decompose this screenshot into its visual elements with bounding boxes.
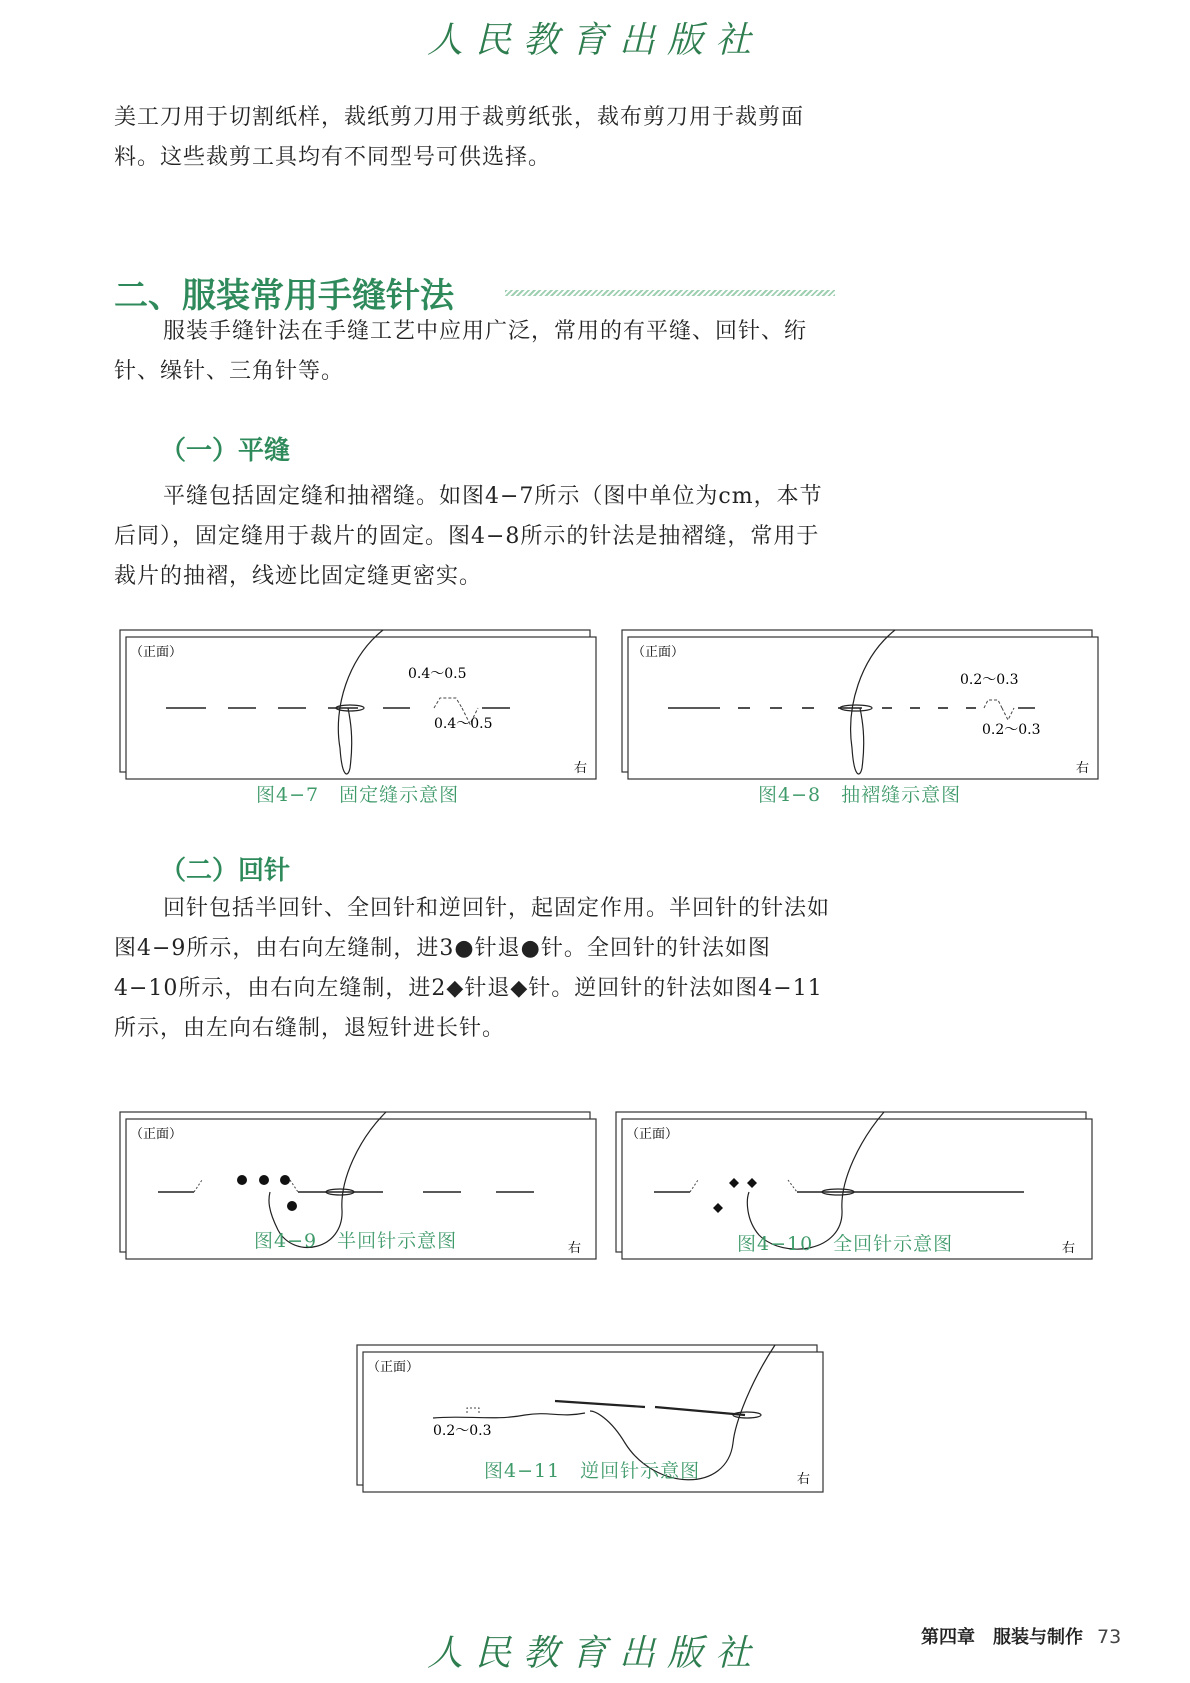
- dot-marker: [237, 1175, 247, 1185]
- figure-4-8: [620, 628, 1100, 798]
- intro-paragraph: 美工刀用于切割纸样，裁纸剪刀用于裁剪纸张，裁布剪刀用于裁剪面料。这些裁剪工具均有不同型号可供选择。: [114, 105, 805, 170]
- figure-4-11: [355, 1343, 835, 1508]
- dot-marker: [259, 1175, 269, 1185]
- section-intro-paragraph: 服装手缝针法在手缝工艺中应用广泛，常用的有平缝、回针、绗针、缲针、三角针等。: [114, 319, 808, 384]
- right-label: 右: [1076, 761, 1090, 776]
- front-label: （正面）: [130, 1127, 183, 1142]
- caption-4-7: 图4−7 固定缝示意图: [256, 784, 460, 806]
- dim-label: 0.2～0.3: [433, 1423, 492, 1439]
- dot-marker: [287, 1201, 297, 1211]
- dot-marker: [280, 1175, 290, 1185]
- back-stitch-paragraph: 回针包括半回针、全回针和逆回针，起固定作用。半回针的针法如图4−9所示，由右向左缝制，进3●针退●针。全回针的针法如图4−10所示，由右向左缝制，进2◆针退◆针。逆回针的针法如图4−11所示，由左向右缝制，退短针进长针。: [114, 896, 831, 1041]
- section-heading: 二、服装常用手缝针法: [114, 276, 454, 316]
- figure-4-7: [118, 628, 598, 798]
- subsection-heading-plain-stitch: （一）平缝: [160, 436, 291, 466]
- chapter-title: 第四章 服装与制作: [921, 1627, 1083, 1648]
- caption-4-10: 图4−10 全回针示意图: [737, 1233, 954, 1255]
- dim-label-bottom: 0.4～0.5: [434, 716, 493, 732]
- right-label: 右: [797, 1472, 811, 1487]
- right-label: 右: [1062, 1241, 1076, 1256]
- publisher-logo-top: 人民教育出版社: [426, 20, 763, 61]
- subsection-heading-back-stitch: （二）回针: [160, 856, 291, 886]
- dim-label-top: 0.2～0.3: [960, 672, 1019, 688]
- front-label: （正面）: [367, 1360, 420, 1375]
- caption-4-11: 图4−11 逆回针示意图: [484, 1460, 701, 1482]
- right-label: 右: [568, 1241, 582, 1256]
- heading-decorative-rule: [505, 290, 835, 296]
- front-label: （正面）: [626, 1127, 679, 1142]
- front-label: （正面）: [130, 645, 183, 660]
- front-label: （正面）: [632, 645, 685, 660]
- plain-stitch-paragraph: 平缝包括固定缝和抽褶缝。如图4−7所示（图中单位为cm，本节后同），固定缝用于裁片的固定。图4−8所示的针法是抽褶缝，常用于裁片的抽褶，线迹比固定缝更密实。: [114, 484, 823, 589]
- right-label: 右: [574, 761, 588, 776]
- caption-4-8: 图4−8 抽褶缝示意图: [758, 784, 962, 806]
- dim-label-top: 0.4～0.5: [408, 666, 467, 682]
- page-number: 73: [1097, 1626, 1122, 1648]
- publisher-logo-bottom: 人民教育出版社: [426, 1633, 763, 1674]
- dim-label-bottom: 0.2～0.3: [982, 722, 1041, 738]
- caption-4-9: 图4−9 半回针示意图: [254, 1230, 458, 1252]
